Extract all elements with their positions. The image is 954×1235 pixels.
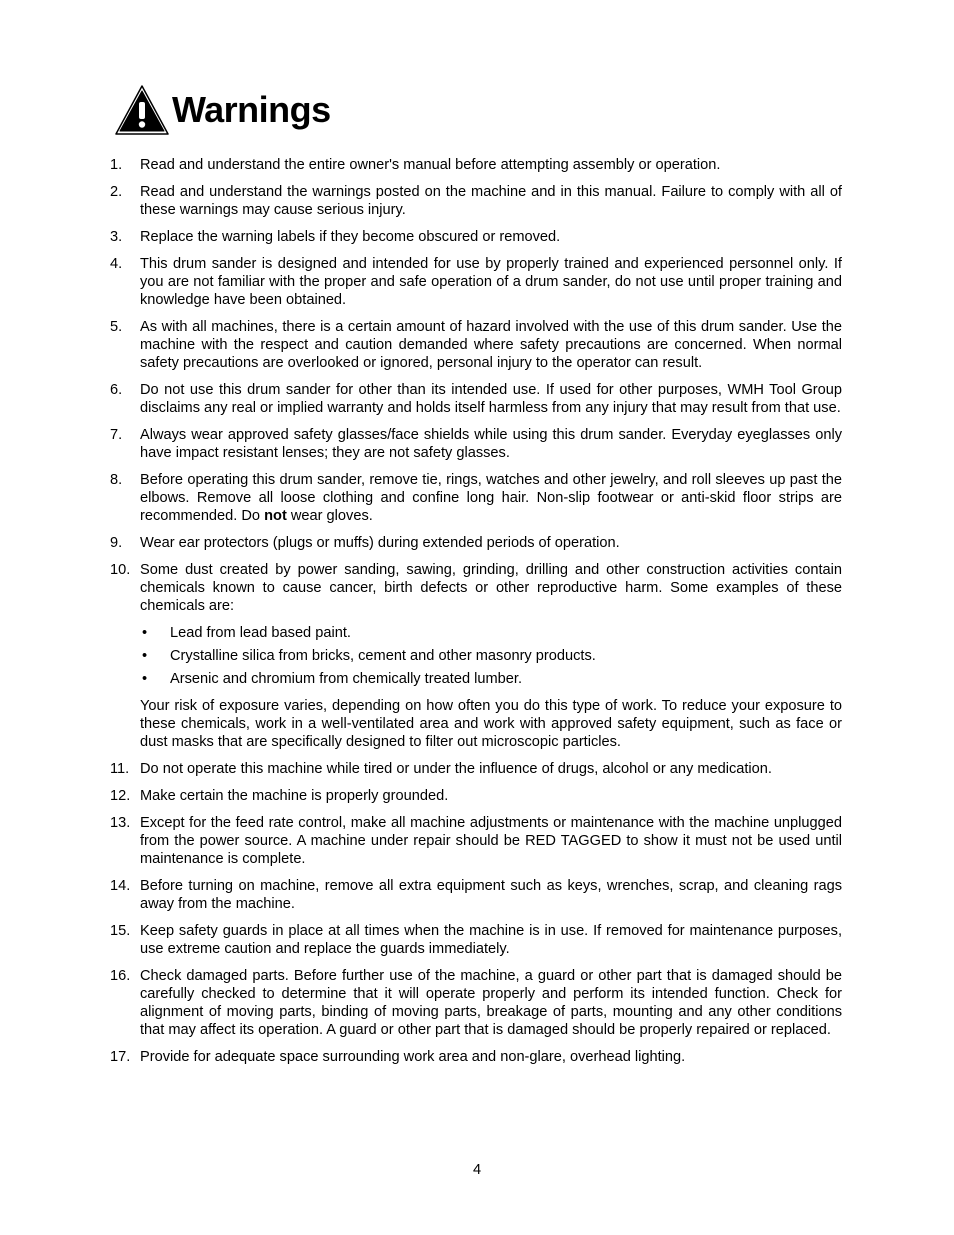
item-number: 6. bbox=[110, 382, 123, 398]
item-number: 5. bbox=[110, 319, 123, 335]
item-number: 8. bbox=[110, 472, 123, 488]
item-body bbox=[140, 381, 842, 417]
item-text: Do not operate this machine while tired or under the influence of drugs, alcohol or any medication. bbox=[140, 761, 772, 777]
item-text: This drum sander is designed and intended for use by properly trained and experienced personnel only. If you are not familiar with the proper and safe operation of a drum sander, do not use until proper training and knowledge have been obtained. bbox=[140, 256, 842, 308]
bullet-item bbox=[140, 624, 842, 642]
list-item bbox=[110, 814, 842, 868]
item-text: Some dust created by power sanding, sawing, grinding, drilling and other construction activities contain chemicals known to cause cancer, birth defects or other reproductive harm. Some examples of these chemicals are: bbox=[140, 562, 842, 614]
item-number: 13. bbox=[110, 815, 131, 831]
item-body bbox=[140, 534, 842, 552]
list-item bbox=[110, 760, 842, 778]
item-number: 17. bbox=[110, 1049, 131, 1065]
list-item bbox=[110, 787, 842, 805]
list-item bbox=[110, 561, 842, 751]
bullet-text: Lead from lead based paint. bbox=[170, 625, 351, 641]
item-text: Replace the warning labels if they become obscured or removed. bbox=[140, 229, 561, 245]
item-text: Check damaged parts. Before further use of the machine, a guard or other part that is damaged should be carefully checked to determine that it will operate properly and perform its intended function. Check for alignment of moving parts, binding of moving parts, breakage of parts, mounting and any other conditions that may affect its operation. A guard or other part that is damaged should be properly repaired or replaced. bbox=[140, 968, 842, 1038]
page-header bbox=[114, 84, 331, 136]
bullet-item bbox=[140, 647, 842, 665]
item-body bbox=[140, 183, 842, 219]
item-number: 14. bbox=[110, 878, 131, 894]
item-body bbox=[140, 318, 842, 372]
bullet-text: Crystalline silica from bricks, cement and other masonry products. bbox=[170, 648, 596, 664]
list-item bbox=[110, 255, 842, 309]
warnings-list bbox=[110, 156, 842, 1075]
item-text: Always wear approved safety glasses/face shields while using this drum sander. Everyday eyeglasses only have impact resistant lenses; they are not safety glasses. bbox=[140, 427, 842, 461]
item-body bbox=[140, 471, 842, 525]
item-body bbox=[140, 760, 842, 778]
list-item bbox=[110, 183, 842, 219]
item-number: 12. bbox=[110, 788, 131, 804]
list-item bbox=[110, 1048, 842, 1066]
bullet-text: Arsenic and chromium from chemically treated lumber. bbox=[170, 671, 523, 687]
item-text: Provide for adequate space surrounding work area and non-glare, overhead lighting. bbox=[140, 1049, 686, 1065]
item-text: Except for the feed rate control, make all machine adjustments or maintenance with the machine unplugged from the power source. A machine under repair should be RED TAGGED to show it must not be used until maintenance is complete. bbox=[140, 815, 842, 867]
item-body bbox=[140, 426, 842, 462]
list-item bbox=[110, 877, 842, 913]
item-number: 9. bbox=[110, 535, 123, 551]
list-item bbox=[110, 967, 842, 1039]
item-number: 16. bbox=[110, 968, 131, 984]
item-text: Wear ear protectors (plugs or muffs) during extended periods of operation. bbox=[140, 535, 620, 551]
item-text: Read and understand the entire owner's manual before attempting assembly or operation. bbox=[140, 157, 721, 173]
item-text: Before operating this drum sander, remove tie, rings, watches and other jewelry, and roll sleeves up past the elbows. Remove all loose clothing and confine long hair. Non-slip footwear or anti-skid floor strips are recommended. Do bbox=[140, 472, 842, 524]
item-number: 7. bbox=[110, 427, 123, 443]
item-number: 11. bbox=[110, 761, 130, 777]
item-text: Before turning on machine, remove all extra equipment such as keys, wrenches, scrap, and cleaning rags away from the machine. bbox=[140, 878, 842, 912]
list-item bbox=[110, 156, 842, 174]
item-body bbox=[140, 814, 842, 868]
item-number: 1. bbox=[110, 157, 123, 173]
item-body bbox=[140, 787, 842, 805]
item-text: wear gloves. bbox=[286, 508, 373, 524]
list-item bbox=[110, 426, 842, 462]
item-number: 4. bbox=[110, 256, 123, 272]
item-text: Make certain the machine is properly grounded. bbox=[140, 788, 449, 804]
list-item bbox=[110, 534, 842, 552]
bullet-item bbox=[140, 670, 842, 688]
item-body bbox=[140, 255, 842, 309]
item-body bbox=[140, 228, 842, 246]
item-body bbox=[140, 1048, 842, 1066]
bullet-icon: • bbox=[142, 671, 148, 687]
warning-triangle-icon bbox=[114, 84, 170, 136]
item-number: 2. bbox=[110, 184, 123, 200]
item-text-emphasis: not bbox=[264, 508, 287, 524]
list-item bbox=[110, 381, 842, 417]
list-item bbox=[110, 318, 842, 372]
item-text: Keep safety guards in place at all times when the machine is in use. If removed for maintenance purposes, use extreme caution and replace the guards immediately. bbox=[140, 923, 842, 957]
page-title: Warnings bbox=[172, 89, 331, 130]
bullet-list bbox=[140, 624, 842, 688]
item-body bbox=[140, 967, 842, 1039]
bullet-icon: • bbox=[142, 625, 148, 641]
item-number: 3. bbox=[110, 229, 123, 245]
item-text: Read and understand the warnings posted on the machine and in this manual. Failure to comply with all of these warnings may cause serious injury. bbox=[140, 184, 842, 218]
item-body bbox=[140, 922, 842, 958]
list-item bbox=[110, 471, 842, 525]
item-body bbox=[140, 156, 842, 174]
item-text: As with all machines, there is a certain amount of hazard involved with the use of this drum sander. Use the machine with the respect and caution demanded where safety precautions are concerned. When normal safety precautions are overlooked or ignored, personal injury to the operator can result. bbox=[140, 319, 842, 371]
item-extra-paragraph: Your risk of exposure varies, depending on how often you do this type of work. To reduce your exposure to these chemicals, work in a well-ventilated area and work with approved safety equipment, such as face or dust masks that are specifically designed to filter out microscopic particles. bbox=[140, 698, 842, 750]
item-number: 10. bbox=[110, 562, 131, 578]
item-text: Do not use this drum sander for other than its intended use. If used for other purposes, WMH Tool Group disclaims any real or implied warranty and holds itself harmless from any injury that may result from that use. bbox=[140, 382, 842, 416]
list-item bbox=[110, 922, 842, 958]
item-body bbox=[140, 561, 842, 751]
list-item bbox=[110, 228, 842, 246]
item-number: 15. bbox=[110, 923, 131, 939]
bullet-icon: • bbox=[142, 648, 148, 664]
page-number: 4 bbox=[472, 1162, 482, 1178]
item-body bbox=[140, 877, 842, 913]
